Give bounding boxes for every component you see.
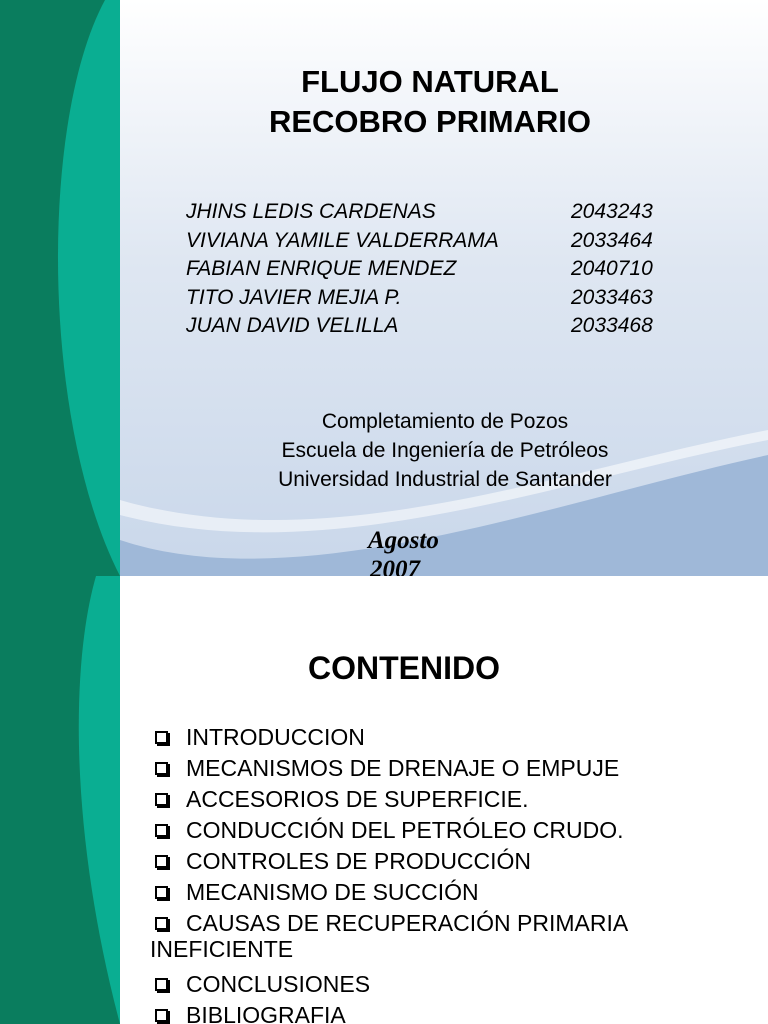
- authors-list: [186, 198, 666, 341]
- contents-list: [150, 724, 750, 1024]
- list-item: [150, 786, 750, 812]
- list-item-text: MECANISMOS DE DRENAJE O EMPUJE: [186, 755, 620, 781]
- list-item: [150, 848, 750, 874]
- list-item: [150, 817, 750, 843]
- list-item-text: CONCLUSIONES: [186, 971, 371, 997]
- author-row: [186, 284, 666, 313]
- checkbox-bullet-icon: [155, 731, 168, 744]
- list-item-text: BIBLIOGRAFIA: [186, 1002, 346, 1024]
- course-name: Completamiento de Pozos: [321, 410, 569, 433]
- contents-slide: [0, 576, 768, 1024]
- checkbox-bullet-icon: [155, 1009, 168, 1022]
- title-line: RECOBRO PRIMARIO: [268, 104, 592, 139]
- list-item: [150, 1002, 750, 1024]
- author-code: 2033468: [571, 314, 653, 337]
- checkbox-bullet-icon: [155, 886, 168, 899]
- checkbox-bullet-icon: [155, 917, 168, 930]
- list-item-text: CAUSAS DE RECUPERACIÓN PRIMARIA INEFICIENTE: [150, 910, 627, 962]
- list-item-text: CONDUCCIÓN DEL PETRÓLEO CRUDO.: [186, 817, 624, 843]
- author-name: JUAN DAVID VELILLA: [186, 314, 399, 337]
- author-name: JHINS LEDIS CARDENAS: [186, 200, 436, 223]
- checkbox-bullet-icon: [155, 793, 168, 806]
- author-code: 2043243: [571, 200, 653, 223]
- contents-title: CONTENIDO: [308, 650, 500, 686]
- author-name: TITO JAVIER MEJIA P.: [186, 285, 402, 309]
- checkbox-bullet-icon: [155, 762, 168, 775]
- date-year: 2007: [370, 556, 420, 576]
- checkbox-bullet-icon: [155, 855, 168, 868]
- author-row: [186, 312, 666, 341]
- date-month: Agosto: [368, 527, 439, 554]
- author-name: VIVIANA YAMILE VALDERRAMA: [186, 228, 499, 252]
- checkbox-bullet-icon: [155, 824, 168, 837]
- list-item-text: INTRODUCCION: [186, 724, 365, 750]
- author-row: [186, 255, 666, 284]
- author-row: [186, 227, 666, 256]
- list-item-text: MECANISMO DE SUCCIÓN: [186, 879, 479, 905]
- presentation-title: [120, 62, 740, 142]
- author-code: 2033463: [571, 285, 653, 309]
- author-row: [186, 198, 666, 227]
- list-item: [150, 971, 750, 997]
- list-item: [150, 910, 750, 962]
- presentation-date: [368, 526, 439, 576]
- title-line: FLUJO NATURAL: [301, 64, 559, 99]
- list-item-text: ACCESORIOS DE SUPERFICIE.: [186, 786, 529, 812]
- list-item: [150, 724, 750, 750]
- author-name: FABIAN ENRIQUE MENDEZ: [186, 257, 457, 280]
- checkbox-bullet-icon: [155, 978, 168, 991]
- school-name: Escuela de Ingeniería de Petróleos: [281, 439, 609, 462]
- list-item: [150, 755, 750, 781]
- university-name: Universidad Industrial de Santander: [278, 468, 612, 491]
- list-item: [150, 879, 750, 905]
- list-item-text: CONTROLES DE PRODUCCIÓN: [186, 848, 532, 874]
- author-code: 2040710: [571, 257, 653, 280]
- author-code: 2033464: [571, 228, 653, 252]
- course-info: [120, 407, 768, 494]
